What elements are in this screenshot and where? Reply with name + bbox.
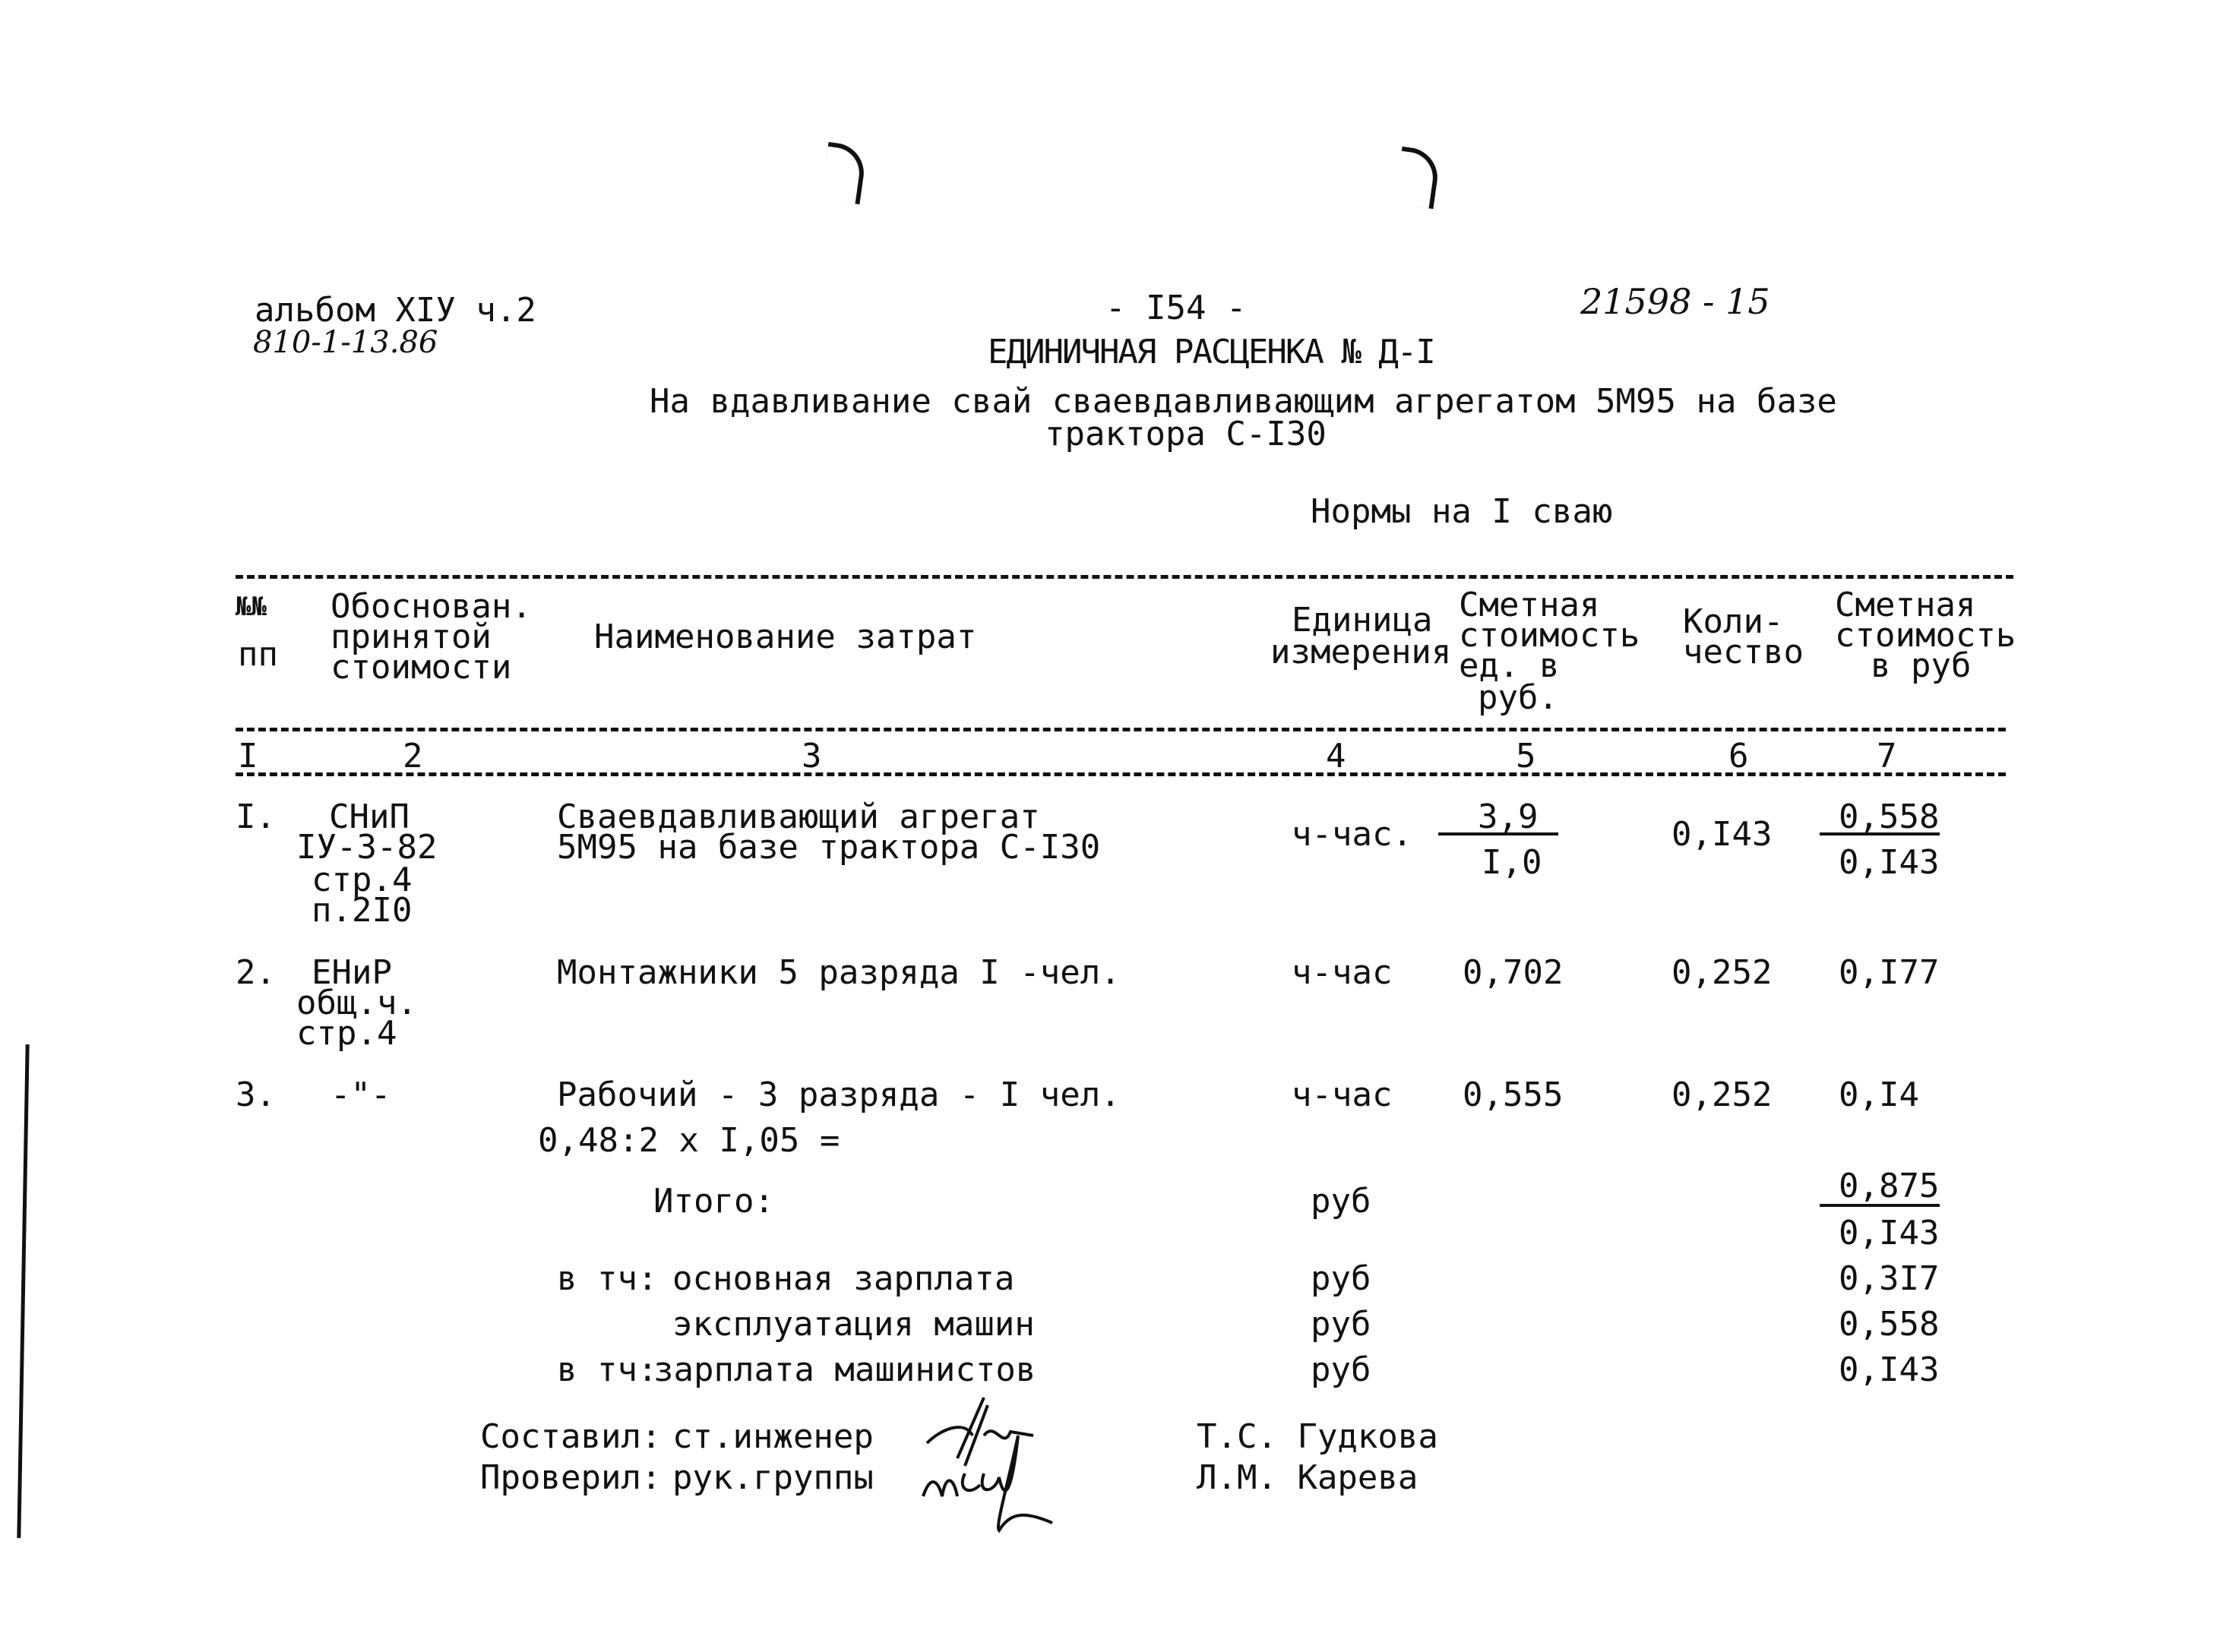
row-quantity: 0,252 xyxy=(1671,953,1773,992)
col-header-qty-1: Коли- xyxy=(1683,602,1784,641)
album-label: альбом XIУ ч.2 xyxy=(255,291,536,330)
table-top-rule xyxy=(236,575,2013,579)
col-number-4: 4 xyxy=(1326,737,1346,775)
col-header-unit-2: измерения xyxy=(1270,633,1452,671)
unit-cost-fraction-line xyxy=(1438,832,1558,835)
col-number-2: 2 xyxy=(403,737,423,775)
handwritten-signature-icon xyxy=(912,1390,1109,1542)
row-unit-cost: 0,555 xyxy=(1463,1076,1564,1114)
totals-cost-top: 0,875 xyxy=(1839,1167,1940,1205)
document-number: 21598 - 15 xyxy=(1580,281,1770,322)
row-formula: 0,48:2 x I,05 = xyxy=(538,1121,840,1160)
breakdown-prefix: в тч: xyxy=(557,1350,658,1389)
breakdown-prefix: в тч: xyxy=(557,1259,658,1298)
row-name-line: Сваевдавливающий агрегат xyxy=(557,798,1040,836)
signature-title: ст.инженер xyxy=(672,1417,874,1456)
row-unit-cost: 0,702 xyxy=(1463,953,1564,992)
col-header-cost-3: в руб xyxy=(1871,646,1972,685)
col-number-3: 3 xyxy=(802,737,822,775)
row-number: 2. xyxy=(236,953,276,992)
scan-margin-line xyxy=(17,1044,29,1538)
col-header-num-2: пп xyxy=(238,635,278,674)
totals-fraction-line xyxy=(1820,1204,1940,1207)
col-header-qty-2: чество xyxy=(1683,633,1804,671)
breakdown-value: 0,3I7 xyxy=(1839,1259,1940,1298)
breakdown-unit: руб xyxy=(1311,1305,1371,1344)
breakdown-value: 0,558 xyxy=(1839,1305,1940,1344)
row-quantity: 0,I43 xyxy=(1671,815,1773,854)
row-basis-line: ЕНиР xyxy=(312,953,392,992)
breakdown-label: зарплата машинистов xyxy=(653,1350,1036,1389)
row-unit-cost-top: 3,9 xyxy=(1478,798,1539,836)
page-title: ЕДИНИЧНАЯ РАСЦЕНКА № Д-I xyxy=(988,333,1434,371)
breakdown-label: эксплуатация машин xyxy=(672,1305,1035,1344)
page-number: - I54 - xyxy=(1105,289,1247,327)
row-cost-top: 0,558 xyxy=(1839,798,1940,836)
row-cost: 0,I77 xyxy=(1839,953,1940,992)
row-number: 3. xyxy=(236,1076,276,1114)
signature-role: Проверил: xyxy=(480,1458,662,1497)
col-number-1: I xyxy=(238,737,258,775)
row-cost-bottom: 0,I43 xyxy=(1839,843,1940,882)
totals-cost-bottom: 0,I43 xyxy=(1839,1214,1940,1252)
row-cost: 0,I4 xyxy=(1839,1076,1919,1114)
album-code: 810-1-13.86 xyxy=(253,325,438,360)
row-unit: ч-час xyxy=(1292,1076,1393,1114)
col-header-unit-cost-4: руб. xyxy=(1478,678,1558,717)
row-unit: ч-час. xyxy=(1292,815,1412,854)
col-header-unit-cost-3: ед. в xyxy=(1459,646,1560,685)
row-unit: ч-час xyxy=(1292,953,1393,992)
totals-label: Итого: xyxy=(653,1182,774,1221)
col-header-unit-cost-1: Сметная xyxy=(1459,586,1600,624)
row-unit-cost-bottom: I,0 xyxy=(1482,843,1542,882)
signature-title: рук.группы xyxy=(672,1458,874,1497)
header-bottom-rule xyxy=(236,728,2006,731)
col-header-cost-1: Сметная xyxy=(1835,586,1976,624)
row-name-line: Монтажники 5 разряда I -чел. xyxy=(557,953,1121,992)
col-number-6: 6 xyxy=(1728,737,1749,775)
row-name-line: Рабочий - 3 разряда - I чел. xyxy=(557,1076,1121,1114)
col-header-name: Наименование затрат xyxy=(594,618,977,656)
signature-role: Составил: xyxy=(480,1417,662,1456)
breakdown-label: основная зарплата xyxy=(672,1259,1015,1298)
row-basis-line: -"- xyxy=(330,1076,391,1114)
col-header-unit-1: Единица xyxy=(1292,601,1433,640)
row-quantity: 0,252 xyxy=(1671,1076,1773,1114)
binder-hole-right xyxy=(1394,147,1441,209)
row-name-line: 5М95 на базе трактора С-I30 xyxy=(557,828,1101,867)
signature-name: Т.С. Гудкова xyxy=(1197,1417,1438,1456)
breakdown-unit: руб xyxy=(1311,1259,1371,1298)
signature-name: Л.М. Карева xyxy=(1197,1458,1418,1497)
row-basis-line: стр.4 xyxy=(312,861,413,899)
col-header-cost-2: стоимость xyxy=(1835,616,2016,655)
norms-note: Нормы на I сваю xyxy=(1311,492,1613,531)
row-basis-line: п.2I0 xyxy=(312,891,413,930)
breakdown-value: 0,I43 xyxy=(1839,1350,1940,1389)
cost-fraction-line xyxy=(1820,832,1940,835)
row-basis-line: стр.4 xyxy=(296,1014,397,1053)
col-number-7: 7 xyxy=(1877,737,1897,775)
col-number-5: 5 xyxy=(1516,737,1536,775)
row-number: I. xyxy=(236,798,276,836)
subtitle-line-2: трактора С-I30 xyxy=(1045,415,1327,453)
row-basis-line: IУ-3-82 xyxy=(296,828,438,867)
col-header-basis-3: стоимости xyxy=(330,648,512,687)
subtitle-line-1: На вдавливание свай сваевдавливающим агрегатом 5М95 на базе xyxy=(650,382,1837,421)
totals-unit: руб xyxy=(1311,1182,1371,1221)
col-header-basis-2: принятой xyxy=(330,618,492,656)
binder-hole-left xyxy=(821,142,868,204)
row-basis-line: общ.ч. xyxy=(296,984,417,1022)
col-header-basis-1: Обоснован. xyxy=(330,587,532,626)
col-header-unit-cost-2: стоимость xyxy=(1459,616,1640,655)
row-basis-line: СНиП xyxy=(329,798,410,836)
col-header-num-1: №№ xyxy=(236,592,267,622)
breakdown-unit: руб xyxy=(1311,1350,1371,1389)
